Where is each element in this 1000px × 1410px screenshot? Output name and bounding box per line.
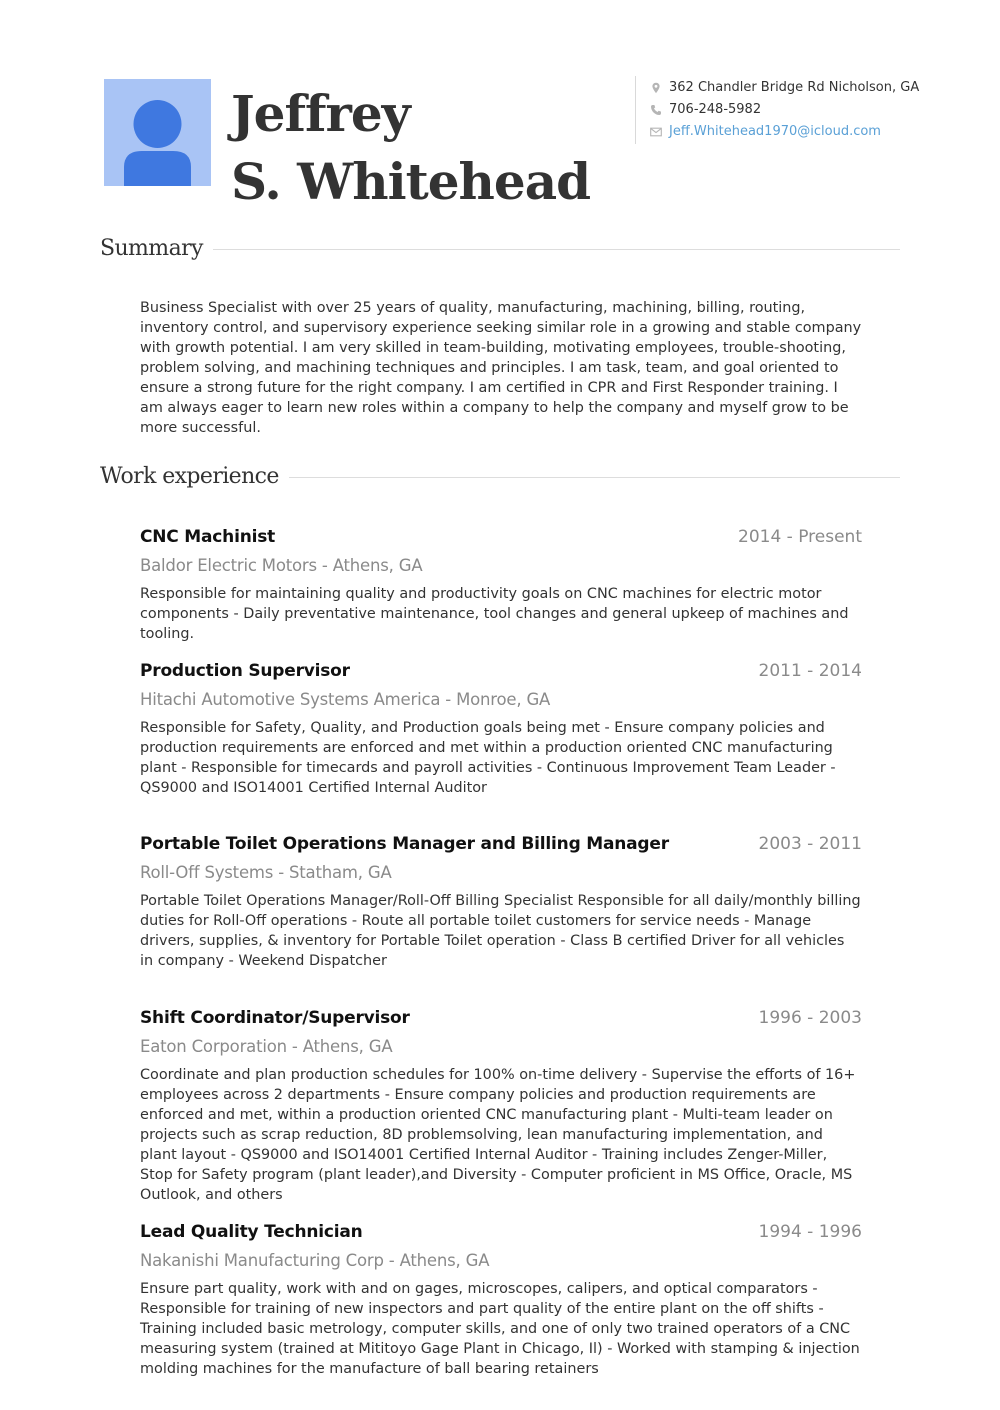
job-description: Responsible for Safety, Quality, and Production goals being met - Ensure company policies and production requirements are enforced and met within a production oriented CNC manufacturing plant - Responsible for timecards and payroll activities - Continuous Improvement Team Leader - QS9000 and ISO14001 Certified Internal Auditor <box>140 720 836 796</box>
contact-address <box>650 77 920 98</box>
address-text: 362 Chandler Bridge Rd Nicholson, GA <box>669 80 920 95</box>
job-dates: 2003 - 2011 <box>758 834 862 854</box>
job-title: Shift Coordinator/Supervisor <box>140 1008 410 1028</box>
work-divider <box>289 477 900 478</box>
contact-phone <box>650 99 915 120</box>
job-header <box>140 661 862 685</box>
job-company: Eaton Corporation - Athens, GA <box>140 1037 393 1056</box>
job-header <box>140 1008 862 1032</box>
phone-text: 706-248-5982 <box>669 102 762 117</box>
summary-text: Business Specialist with over 25 years of quality, manufacturing, machining, billing, routing, inventory control, and supervisory experience seeking similar role in a growing and stable company with growth potential. I am very skilled in team-building, motivating employees, trouble-shooting, problem solving, and machining techniques and principles. I am task, team, and goal oriented to ensure a strong future for the right company. I am certified in CPR and First Responder training. I am always eager to learn new roles within a company to help the company and myself grow to be more successful. <box>140 300 862 436</box>
job-entry <box>140 527 862 644</box>
job-dates: 2014 - Present <box>738 527 862 547</box>
summary-heading: Summary <box>100 236 203 261</box>
job-title: Portable Toilet Operations Manager and Billing Manager <box>140 834 669 854</box>
job-header <box>140 1222 862 1246</box>
email-link[interactable]: Jeff.Whitehead1970@icloud.com <box>669 124 881 139</box>
job-description: Coordinate and plan production schedules for 100% on-time delivery - Supervise the efforts of 16+ employees across 2 departments - Ensure company policies and production requirements are enforced and met, within a production oriented CNC manufacturing plant - Multi-team leader on projects such as scrap reduction, 8D problemsolving, lean manufacturing implementation, and plant layout - QS9000 and ISO14001 Certified Internal Auditor - Training includes Zenger-Miller, Stop for Safety program (plant leader),and Diversity - Computer proficient in MS Office, Oracle, MS Outlook, and others <box>140 1067 856 1203</box>
job-description: Portable Toilet Operations Manager/Roll-Off Billing Specialist Responsible for all daily/monthly billing duties for Roll-Off operations - Route all portable toilet customers for service needs - Manage drivers, supplies, & inventory for Portable Toilet operation - Class B certified Driver for all vehicles in company - Weekend Dispatcher <box>140 893 861 969</box>
job-dates: 1994 - 1996 <box>758 1222 862 1242</box>
name-line-first: Jeffrey <box>231 84 410 143</box>
job-description: Responsible for maintaining quality and productivity goals on CNC machines for electric motor components - Daily preventative maintenance, tool changes and general upkeep of machines and tooling. <box>140 586 849 642</box>
job-dates: 1996 - 2003 <box>758 1008 862 1028</box>
job-title: Production Supervisor <box>140 661 350 681</box>
job-entry <box>140 834 862 971</box>
candidate-name <box>231 80 590 216</box>
work-heading: Work experience <box>100 464 279 489</box>
map-pin-icon <box>650 82 662 94</box>
job-entry <box>140 1008 862 1205</box>
job-title: Lead Quality Technician <box>140 1222 363 1242</box>
avatar <box>104 79 211 186</box>
envelope-icon <box>650 126 662 138</box>
job-description: Ensure part quality, work with and on gages, microscopes, calipers, and optical comparators - Responsible for training of new inspectors and part quality of the entire plant on the off shifts - Training included basic metrology, computer skills, and one of only two trained operators of a CNC measuring system (trained at Mititoyo Gage Plant in Chicago, Il) - Worked with stamping & injection molding machines for the manufacture of ball bearing retainers <box>140 1281 860 1377</box>
contact-email[interactable] <box>650 121 915 142</box>
job-dates: 2011 - 2014 <box>758 661 862 681</box>
job-company: Nakanishi Manufacturing Corp - Athens, GA <box>140 1251 490 1270</box>
job-title: CNC Machinist <box>140 527 276 547</box>
job-header <box>140 834 862 858</box>
job-entry <box>140 1222 862 1379</box>
job-entry <box>140 661 862 798</box>
job-company: Hitachi Automotive Systems America - Monroe, GA <box>140 690 551 709</box>
summary-section-header <box>100 236 900 261</box>
job-company: Roll-Off Systems - Statham, GA <box>140 863 392 882</box>
name-line-last: S. Whitehead <box>231 152 591 211</box>
person-silhouette-icon <box>104 79 211 186</box>
contact-block <box>635 76 920 144</box>
job-header <box>140 527 862 551</box>
job-company: Baldor Electric Motors - Athens, GA <box>140 556 423 575</box>
summary-divider <box>213 249 900 250</box>
phone-icon <box>650 104 662 116</box>
work-section-header <box>100 464 900 489</box>
